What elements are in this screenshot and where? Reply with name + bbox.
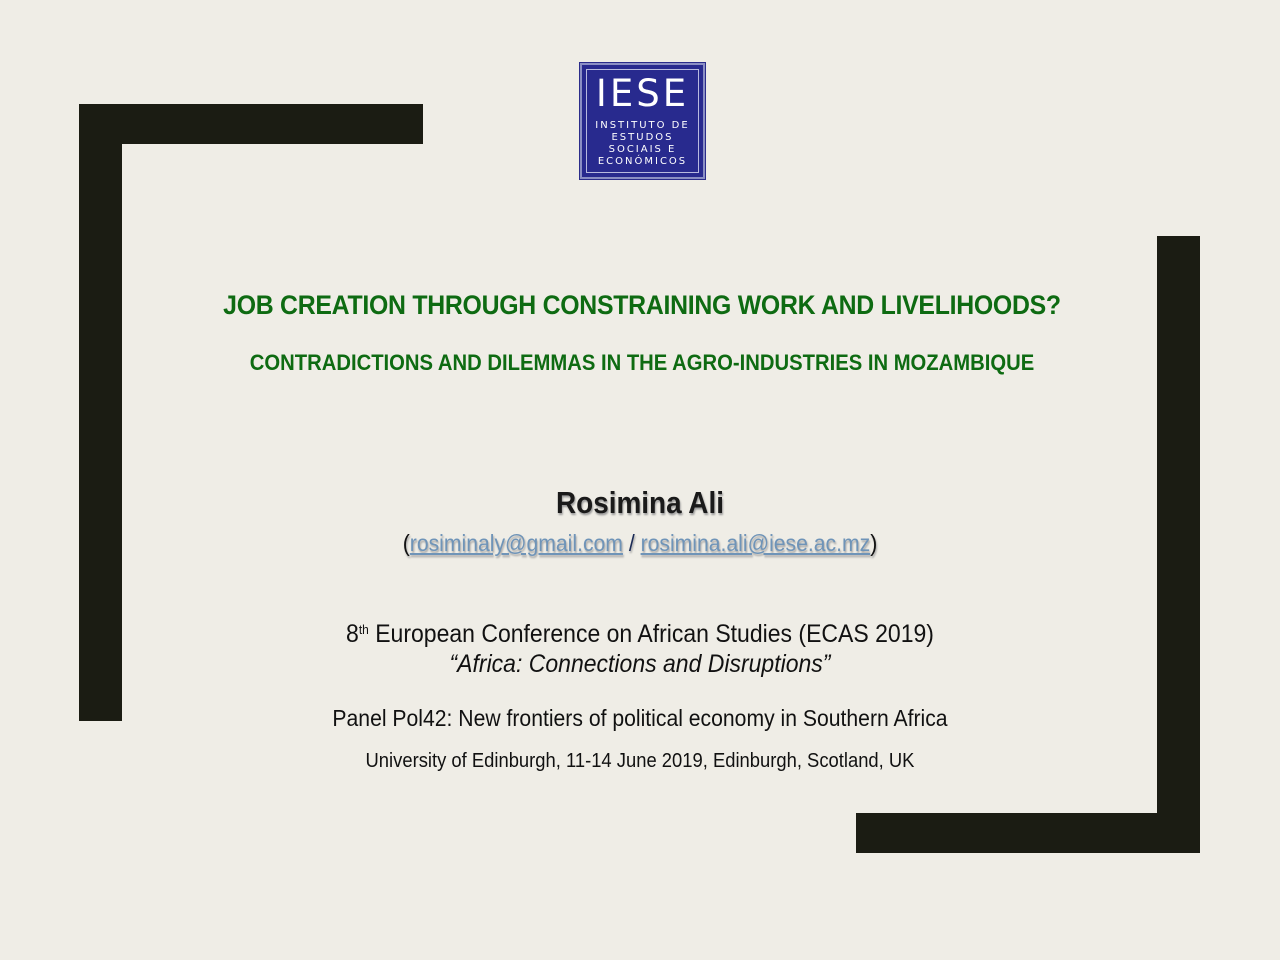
- email-separator: /: [622, 530, 641, 556]
- iese-logo: [580, 63, 705, 179]
- conference-name: [272, 620, 1008, 649]
- author-emails: [272, 530, 1008, 557]
- bracket-bottom-right-vertical: [1157, 236, 1200, 853]
- conference-motto: “Africa: Connections and Disruptions”: [449, 650, 831, 678]
- logo-line: INSTITUTO DE: [595, 120, 690, 131]
- panel-info: Panel Pol42: New frontiers of political economy in Southern Africa: [332, 705, 948, 731]
- logo-inner-frame: [586, 69, 699, 173]
- slide-title: JOB CREATION THROUGH CONSTRAINING WORK AND LIVELIHOODS?: [223, 290, 1061, 320]
- author-name: Rosimina Ali: [556, 485, 724, 520]
- logo-line: ESTUDOS: [611, 132, 674, 143]
- paren-open: (: [402, 530, 410, 556]
- conference-ordinal: 8: [346, 620, 359, 648]
- slide-subtitle: CONTRADICTIONS AND DILEMMAS IN THE AGRO-INDUSTRIES IN MOZAMBIQUE: [249, 350, 1035, 375]
- venue-info: University of Edinburgh, 11-14 June 2019, Edinburgh, Scotland, UK: [365, 750, 915, 772]
- paren-close: ): [870, 530, 878, 556]
- logo-acronym: IESE: [595, 72, 690, 115]
- logo-line: SOCIAIS E: [608, 144, 677, 155]
- conference-title: European Conference on African Studies (ECAS 2019): [368, 620, 934, 648]
- email-link-gmail[interactable]: rosiminaly@gmail.com: [409, 530, 623, 556]
- email-link-iese[interactable]: rosimina.ali@iese.ac.mz: [640, 530, 871, 556]
- conference-ordinal-suffix: th: [358, 622, 369, 637]
- logo-line: ECONÓMICOS: [597, 156, 688, 167]
- bracket-top-left-vertical: [79, 104, 122, 721]
- bracket-bottom-right-horizontal: [856, 813, 1200, 853]
- logo-full-name: [587, 120, 698, 168]
- bracket-top-left-horizontal: [79, 104, 423, 144]
